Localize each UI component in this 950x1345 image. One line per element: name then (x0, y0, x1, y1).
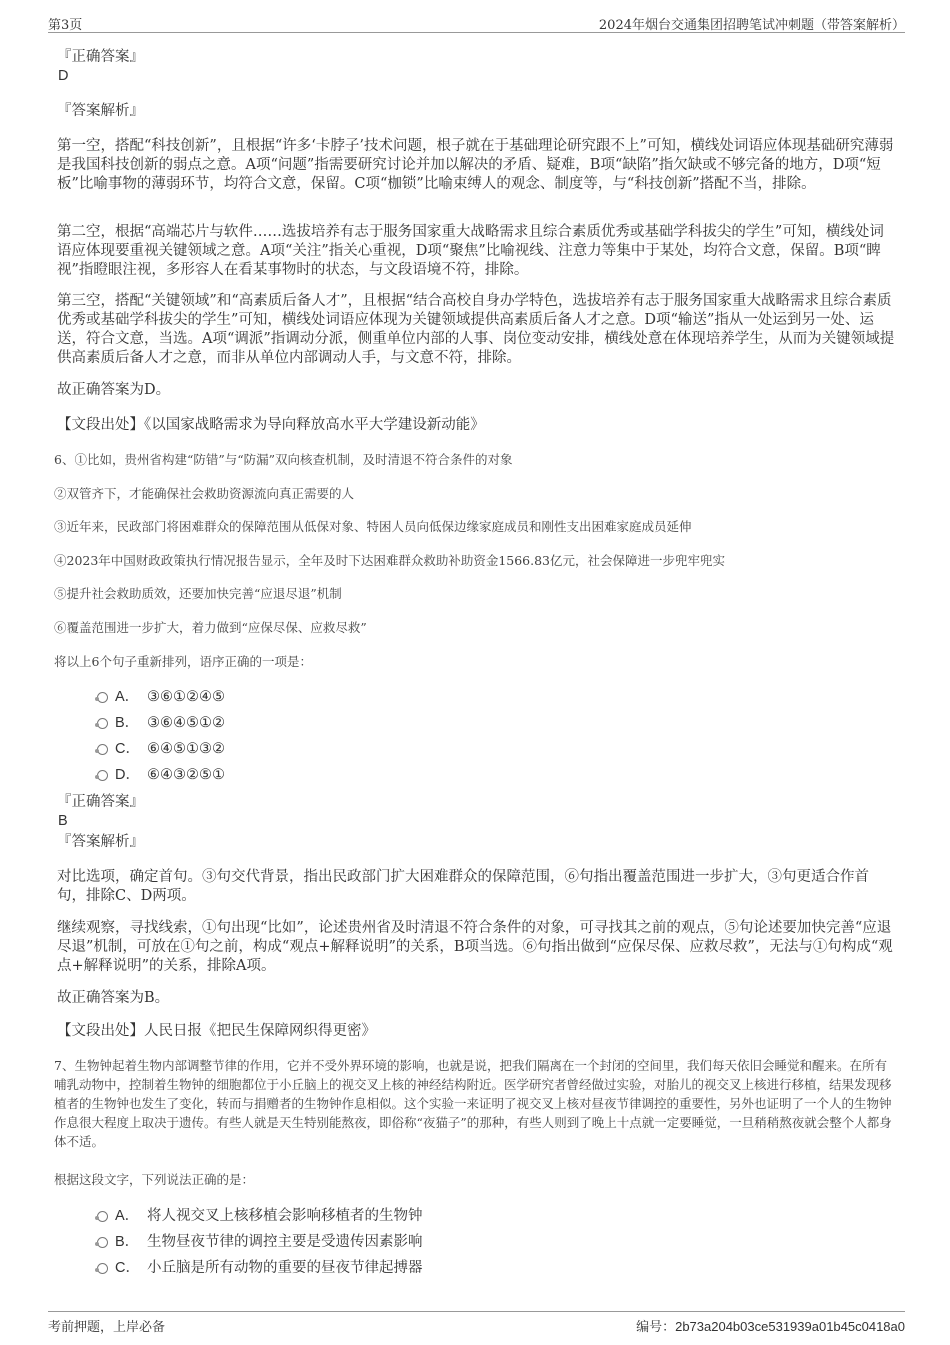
radio-icon[interactable] (97, 744, 108, 755)
q6-answer-label: 『正确答案』 (57, 794, 144, 810)
q6-option-d[interactable]: D． ⑥④③②⑤① (57, 762, 557, 788)
footer-slogan: 考前押题，上岸必备 (48, 1320, 166, 1335)
q5-analysis-para-3: 第三空，搭配“关键领域”和“高素质后备人才”，且根据“结合高校自身办学特色，选拔培养有志于服务国家重大战略需求且综合素质优秀或基础学科拔尖的学生”可知，横线处词语应体现为关键领域提供高素质后备人才之意。D项“输送”指从一处运到另一处、运送，符合文意，当选。A项“调派”指调动分派，侧重单位内部的人事、岗位变动安排，横线处意在体现培养学生，从而为关键领域提供高素质后备人才之意，而非从单位内部调动人手，与文意不符，排除。 (57, 293, 895, 366)
q5-conclusion: 故正确答案为D。 (57, 382, 171, 398)
q7-question: 根据这段文字，下列说法正确的是： (54, 1172, 255, 1187)
q6-options (57, 684, 557, 788)
q6-source: 【文段出处】人民日报《把民生保障网织得更密》 (57, 1023, 376, 1039)
document-code: 编号：2b73a204b03ce531939a01b45c0418a0 (636, 1319, 905, 1334)
q6-analysis-label: 『答案解析』 (57, 834, 144, 850)
radio-icon[interactable] (97, 1237, 108, 1248)
q6-option-a[interactable]: A． ③⑥①②④⑤ (57, 684, 557, 710)
page-number: 第3页 (48, 18, 83, 33)
page-footer (48, 1311, 905, 1336)
q6-conclusion: 故正确答案为B。 (57, 990, 170, 1006)
page-header (48, 12, 905, 33)
q6-option-c[interactable]: C． ⑥④⑤①③② (57, 736, 557, 762)
q7-option-a[interactable]: A． 将人视交叉上核移植会影响移植者的生物钟 (57, 1203, 657, 1229)
q6-sentence-3: ③近年来，民政部门将困难群众的保障范围从低保对象、特困人员向低保边缘家庭成员和刚性支出困难家庭成员延伸 (54, 519, 692, 534)
q6-sentence-5: ⑤提升社会救助质效，还要加快完善“应退尽退”机制 (54, 586, 342, 601)
q7-options (57, 1203, 657, 1281)
q6-sentence-2: ②双管齐下，才能确保社会救助资源流向真正需要的人 (54, 486, 355, 501)
radio-icon[interactable] (97, 718, 108, 729)
q5-answer: D (58, 68, 69, 84)
q6-question: 将以上6个句子重新排列，语序正确的一项是： (54, 654, 312, 669)
q5-analysis-para-2: 第二空，根据“高端芯片与软件……选拔培养有志于服务国家重大战略需求且综合素质优秀或基础学科拔尖的学生”可知，横线处词语应体现要重视关键领域之意。A项“关注”指关心重视，D项“聚焦”比喻视线、注意力等集中于某处，均符合文意，保留。B项“睥视”指瞪眼注视，多形容人在看某事物时的状态，与文段语境不符，排除。 (57, 224, 884, 278)
q6-sentence-1: 6、①比如，贵州省构建“防错”与“防漏”双向核查机制，及时清退不符合条件的对象 (54, 452, 513, 467)
q5-answer-label: 『正确答案』 (57, 49, 144, 65)
q6-analysis-para-2: 继续观察，寻找线索，①句出现“比如”，论述贵州省及时清退不符合条件的对象，可寻找其之前的观点，⑤句论述要加快完善“应退尽退”机制，可放在①句之前，构成“观点+解释说明”的关系，B项当选。⑥句指出做到“应保尽保、应救尽救”，无法与①句构成“观点+解释说明”的关系，排除A项。 (57, 920, 893, 974)
radio-icon[interactable] (97, 1263, 108, 1274)
radio-icon[interactable] (97, 770, 108, 781)
q6-sentence-4: ④2023年中国财政政策执行情况报告显示，全年及时下达困难群众救助补助资金1566.83亿元，社会保障进一步兜牢兜实 (54, 553, 726, 568)
radio-icon[interactable] (97, 1211, 108, 1222)
q5-analysis-para-1: 第一空，搭配“科技创新”，且根据“许多‘卡脖子’技术问题，根子就在于基础理论研究跟不上”可知，横线处词语应体现基础研究薄弱是我国科技创新的弱点之意。A项“问题”指需要研究讨论并加以解决的矛盾、疑难，B项“缺陷”指欠缺或不够完备的地方，D项“短板”比喻事物的薄弱环节，均符合文意，保留。C项“枷锁”比喻束缚人的观念、制度等，与“科技创新”搭配不当，排除。 (57, 138, 894, 192)
q6-analysis-para-1: 对比选项，确定首句。③句交代背景，指出民政部门扩大困难群众的保障范围，⑥句指出覆盖范围进一步扩大，③句更适合作首句，排除C、D两项。 (57, 869, 869, 904)
q6-option-b[interactable]: B． ③⑥④⑤①② (57, 710, 557, 736)
q7-option-b[interactable]: B． 生物昼夜节律的调控主要是受遗传因素影响 (57, 1229, 657, 1255)
q7-option-c[interactable]: C． 小丘脑是所有动物的重要的昼夜节律起搏器 (57, 1255, 657, 1281)
q7-stem: 7、生物钟起着生物内部调整节律的作用，它并不受外界环境的影响，也就是说，把我们隔离在一个封闭的空间里，我们每天依旧会睡觉和醒来。在所有哺乳动物中，控制着生物钟的细胞都位于小丘脑上的视交叉上核的神经结构附近。医学研究者曾经做过实验，对胎儿的视交叉上核进行移植，结果发现移植者的生物钟也发生了变化，转而与捐赠者的生物钟作息相似。这个实验一来证明了视交叉上核对昼夜节律调控的重要性，另外也证明了一个人的生物钟作息很大程度上取决于遗传。有些人就是天生特别能熬夜，即俗称“夜猫子”的那种，有些人则到了晚上十点就一定要睡觉，一旦稍稍熬夜就会整个人都身体不适。 (54, 1058, 892, 1149)
q6-answer: B (58, 813, 68, 829)
document-title: 2024年烟台交通集团招聘笔试冲刺题（带答案解析） (598, 18, 905, 33)
q6-sentence-6: ⑥覆盖范围进一步扩大，着力做到“应保尽保、应救尽救” (54, 620, 367, 635)
q5-source: 【文段出处】《以国家战略需求为导向释放高水平大学建设新动能》 (57, 417, 485, 433)
radio-icon[interactable] (97, 692, 108, 703)
q5-analysis-label: 『答案解析』 (57, 103, 144, 119)
